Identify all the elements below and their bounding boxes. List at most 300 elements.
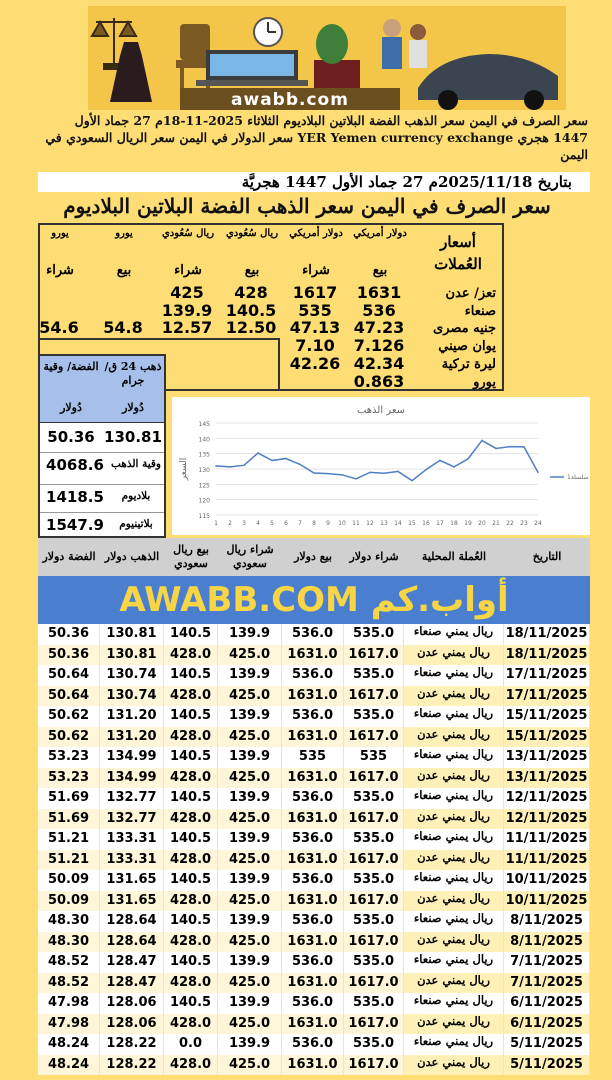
- table-cell: 425.0: [218, 686, 282, 707]
- table-cell: ريال يمني صنعاء: [404, 788, 504, 809]
- rates-col-op: بيع: [116, 263, 132, 278]
- chart-point: [313, 472, 315, 474]
- table-cell: 128.22: [100, 1034, 164, 1055]
- table-cell: 1617.0: [344, 850, 404, 871]
- table-cell: 130.74: [100, 665, 164, 686]
- table-cell: ريال يمني عدن: [404, 768, 504, 789]
- chart-point: [327, 473, 329, 475]
- table-cell: 425.0: [218, 850, 282, 871]
- table-row: [38, 727, 590, 748]
- rates-value: 47.13: [289, 318, 341, 337]
- table-cell: 5/11/2025: [504, 1034, 590, 1055]
- table-cell: 139.9: [218, 993, 282, 1014]
- table-cell: 130.74: [100, 686, 164, 707]
- table-cell: 1617.0: [344, 891, 404, 912]
- chart-xtick-label: 13: [380, 520, 388, 527]
- table-row: [38, 952, 590, 973]
- history-table-header: [38, 538, 590, 576]
- table-cell: 48.24: [38, 1055, 100, 1076]
- table-cell: 11/11/2025: [504, 850, 590, 871]
- table-cell: 133.31: [100, 829, 164, 850]
- table-cell: 139.9: [218, 911, 282, 932]
- table-cell: ريال يمني صنعاء: [404, 624, 504, 645]
- chart-ytick-label: 135: [198, 451, 210, 459]
- chart-ytick-label: 145: [198, 421, 210, 428]
- rates-row-label: يورو: [473, 375, 496, 390]
- rates-row-label: تعز/ عدن: [445, 286, 496, 301]
- table-cell: 51.69: [38, 809, 100, 830]
- table-cell: 53.23: [38, 768, 100, 789]
- table-cell: 140.5: [164, 911, 218, 932]
- table-cell: 50.64: [38, 686, 100, 707]
- table-cell: ريال يمني صنعاء: [404, 870, 504, 891]
- table-cell: ريال يمني عدن: [404, 932, 504, 953]
- table-cell: 1617.0: [344, 932, 404, 953]
- table-cell: 50.36: [38, 624, 100, 645]
- table-cell: 53.23: [38, 747, 100, 768]
- table-cell: 536.0: [282, 788, 344, 809]
- rates-col-op: شراء: [46, 263, 74, 278]
- table-cell: 48.52: [38, 952, 100, 973]
- table-cell: ريال يمني صنعاء: [404, 993, 504, 1014]
- divider: [40, 422, 164, 423]
- chart-point: [481, 440, 483, 442]
- chart-xtick-label: 5: [270, 520, 274, 527]
- rates-value: 140.5: [225, 301, 277, 320]
- table-cell: 0.0: [164, 1034, 218, 1055]
- table-cell: 139.9: [218, 665, 282, 686]
- table-cell: 536.0: [282, 911, 344, 932]
- rates-col-group: يورو: [51, 228, 69, 239]
- table-cell: ريال يمني صنعاء: [404, 829, 504, 850]
- table-header-cell: بيع دولار: [294, 550, 332, 563]
- rates-row-label: جنيه مصرى: [433, 321, 496, 336]
- chart-ytick-label: 125: [198, 482, 210, 490]
- table-header-cell: شراء ريال سعودي: [226, 543, 274, 570]
- chart-xtick-label: 2: [228, 520, 232, 527]
- table-cell: 6/11/2025: [504, 1014, 590, 1035]
- table-cell: 6/11/2025: [504, 993, 590, 1014]
- rates-value: 7.126: [353, 336, 405, 355]
- table-cell: 1617.0: [344, 973, 404, 994]
- chart-xtick-label: 18: [450, 520, 458, 527]
- table-cell: 10/11/2025: [504, 891, 590, 912]
- table-row: [38, 850, 590, 871]
- chart-point: [215, 465, 217, 467]
- table-cell: 536.0: [282, 952, 344, 973]
- chart-point: [341, 474, 343, 476]
- chart-point: [425, 469, 427, 471]
- chart-ylabel: السعر: [179, 457, 189, 481]
- table-cell: 1631.0: [282, 768, 344, 789]
- chart-point: [467, 458, 469, 460]
- rates-inner-border: [40, 338, 280, 340]
- rates-value: 428: [234, 283, 268, 302]
- table-cell: 140.5: [164, 788, 218, 809]
- table-cell: 50.09: [38, 891, 100, 912]
- table-cell: 12/11/2025: [504, 809, 590, 830]
- gold-price: 130.81: [104, 428, 162, 446]
- table-header-cell: شراء دولار: [349, 550, 399, 563]
- table-cell: 535.0: [344, 706, 404, 727]
- metal-divider: [40, 512, 164, 513]
- table-cell: 1631.0: [282, 809, 344, 830]
- table-cell: 425.0: [218, 727, 282, 748]
- table-cell: 10/11/2025: [504, 870, 590, 891]
- table-cell: 131.65: [100, 891, 164, 912]
- chart-ytick-label: 130: [198, 467, 210, 474]
- rates-value: 1631: [356, 283, 402, 302]
- box-icon: [314, 60, 360, 90]
- rates-col-group: يورو: [115, 228, 133, 239]
- table-row: [38, 1034, 590, 1055]
- metal-label: بلاديوم: [121, 490, 151, 502]
- table-row: [38, 973, 590, 994]
- chart-xtick-label: 21: [492, 520, 500, 527]
- metal-value: 1418.5: [46, 488, 104, 506]
- rates-value: 12.57: [161, 318, 213, 337]
- table-cell: 48.52: [38, 973, 100, 994]
- table-cell: 48.30: [38, 932, 100, 953]
- table-cell: 139.9: [218, 788, 282, 809]
- table-header-cell: الفضة دولار: [42, 550, 96, 563]
- table-cell: 1617.0: [344, 686, 404, 707]
- table-row: [38, 706, 590, 727]
- table-cell: ريال يمني صنعاء: [404, 952, 504, 973]
- gold-unit: دُولار: [122, 401, 144, 414]
- table-cell: ريال يمني عدن: [404, 1014, 504, 1035]
- table-cell: 50.62: [38, 727, 100, 748]
- table-cell: 1631.0: [282, 850, 344, 871]
- rates-row-label: يوان صيني: [438, 339, 496, 354]
- table-cell: 13/11/2025: [504, 747, 590, 768]
- rates-row-label: ليرة تركية: [441, 357, 496, 372]
- table-cell: 139.9: [218, 624, 282, 645]
- logo-text: awabb.com: [231, 90, 349, 110]
- chart-series-line: [216, 440, 538, 480]
- table-cell: 535.0: [344, 870, 404, 891]
- table-cell: 8/11/2025: [504, 932, 590, 953]
- table-cell: 425.0: [218, 809, 282, 830]
- chart-point: [439, 460, 441, 462]
- table-cell: ريال يمني صنعاء: [404, 1034, 504, 1055]
- chart-point: [453, 466, 455, 468]
- table-cell: 17/11/2025: [504, 665, 590, 686]
- table-cell: 134.99: [100, 768, 164, 789]
- table-cell: 17/11/2025: [504, 686, 590, 707]
- table-cell: ريال يمني عدن: [404, 973, 504, 994]
- rates-value: 139.9: [161, 301, 213, 320]
- table-cell: 425.0: [218, 973, 282, 994]
- chart-xtick-label: 9: [326, 520, 330, 527]
- chart-point: [537, 472, 539, 474]
- gold-header: ذهب 24 ق/جرام: [104, 360, 162, 387]
- table-cell: 131.20: [100, 706, 164, 727]
- table-cell: ريال يمني صنعاء: [404, 706, 504, 727]
- brand-strip: [38, 576, 590, 624]
- table-row: [38, 1055, 590, 1076]
- table-cell: 7/11/2025: [504, 952, 590, 973]
- chart-point: [397, 471, 399, 473]
- table-cell: 140.5: [164, 829, 218, 850]
- date-line: [38, 172, 590, 192]
- banner-image: [88, 6, 566, 110]
- rates-value: 47.23: [353, 318, 405, 337]
- table-cell: 535: [282, 747, 344, 768]
- table-cell: ريال يمني عدن: [404, 727, 504, 748]
- table-cell: ريال يمني عدن: [404, 1055, 504, 1076]
- chart-point: [243, 465, 245, 467]
- rates-header-title: أسعار العُملات: [434, 233, 482, 273]
- rates-col-op: بيع: [372, 263, 388, 278]
- table-cell: 428.0: [164, 891, 218, 912]
- chart-xtick-label: 14: [394, 520, 402, 527]
- brand-text: AWABB.COM أواب.كم: [119, 580, 509, 620]
- history-table: [38, 624, 590, 1080]
- rates-value: 7.10: [295, 336, 335, 355]
- table-cell: 128.22: [100, 1055, 164, 1076]
- table-cell: 139.9: [218, 870, 282, 891]
- table-cell: 48.30: [38, 911, 100, 932]
- table-cell: 134.99: [100, 747, 164, 768]
- rates-col-group: دولار أمريكي: [353, 228, 407, 239]
- metal-value: 1547.9: [46, 516, 104, 534]
- table-header-cell: بيع ريال سعودي: [173, 543, 209, 570]
- table-header-cell: الذهب دولار: [104, 550, 160, 563]
- table-cell: 15/11/2025: [504, 727, 590, 748]
- chart-xtick-label: 17: [436, 520, 444, 527]
- table-cell: 7/11/2025: [504, 973, 590, 994]
- rates-col-op: شراء: [302, 263, 330, 278]
- chart-point: [229, 466, 231, 468]
- table-cell: 535.0: [344, 911, 404, 932]
- table-cell: 140.5: [164, 952, 218, 973]
- chart-xtick-label: 11: [352, 520, 360, 527]
- chart-title: سعر الذهب: [356, 405, 406, 416]
- table-cell: 428.0: [164, 768, 218, 789]
- chart-ytick-label: 115: [198, 513, 210, 520]
- chart-point: [383, 472, 385, 474]
- rates-value: 0.863: [353, 372, 405, 391]
- metal-divider: [40, 484, 164, 485]
- rates-col-op: شراء: [174, 263, 202, 278]
- chart-xtick-label: 23: [520, 520, 528, 527]
- table-cell: 1617.0: [344, 1014, 404, 1035]
- table-cell: ريال يمني عدن: [404, 850, 504, 871]
- table-row: [38, 686, 590, 707]
- table-cell: 428.0: [164, 932, 218, 953]
- headline: سعر الصرف في اليمن سعر الذهب الفضة البلاتين البلاديوم الثلاثاء 2025-11-18م 27 جماد الأول 1447 هجري YER Yemen currency exchange سعر الدولار في اليمن سعر الريال السعودي في اليمن: [45, 113, 588, 162]
- table-cell: 535.0: [344, 665, 404, 686]
- table-cell: 139.9: [218, 706, 282, 727]
- table-cell: 1617.0: [344, 727, 404, 748]
- chart-point: [509, 446, 511, 448]
- table-cell: 12/11/2025: [504, 788, 590, 809]
- silver-price: 50.36: [47, 428, 95, 446]
- silver-unit: دُولار: [60, 401, 82, 414]
- chart-point: [257, 452, 259, 454]
- metals-box: [38, 354, 166, 538]
- table-cell: 535.0: [344, 829, 404, 850]
- table-cell: 535.0: [344, 952, 404, 973]
- chart-xtick-label: 4: [256, 520, 260, 527]
- chart-ytick-label: 140: [198, 436, 210, 444]
- table-cell: 140.5: [164, 624, 218, 645]
- table-cell: ريال يمني عدن: [404, 686, 504, 707]
- table-row: [38, 1014, 590, 1035]
- table-cell: 50.62: [38, 706, 100, 727]
- table-cell: 130.81: [100, 645, 164, 666]
- chart-point: [271, 460, 273, 462]
- table-cell: 536.0: [282, 1034, 344, 1055]
- table-cell: 428.0: [164, 686, 218, 707]
- table-cell: 428.0: [164, 1014, 218, 1035]
- gold-price-chart: [172, 397, 590, 535]
- chart-svg: [172, 397, 590, 535]
- chart-xtick-label: 16: [422, 520, 430, 527]
- rates-value: 54.6: [39, 318, 79, 337]
- chart-xtick-label: 20: [478, 520, 486, 527]
- table-cell: 47.98: [38, 1014, 100, 1035]
- table-cell: 140.5: [164, 747, 218, 768]
- table-cell: 1631.0: [282, 1014, 344, 1035]
- table-cell: 128.06: [100, 1014, 164, 1035]
- table-cell: 18/11/2025: [504, 624, 590, 645]
- table-cell: 428.0: [164, 727, 218, 748]
- table-cell: 15/11/2025: [504, 706, 590, 727]
- laptop-icon: [196, 50, 308, 86]
- table-cell: 425.0: [218, 1014, 282, 1035]
- table-cell: 428.0: [164, 1055, 218, 1076]
- metal-divider: [40, 452, 164, 453]
- table-cell: 535.0: [344, 624, 404, 645]
- table-cell: ريال يمني صنعاء: [404, 747, 504, 768]
- table-cell: 128.64: [100, 911, 164, 932]
- chart-point: [523, 446, 525, 448]
- date-text: بتاريخ 2025/11/18م 27 جماد الأول 1447 هجريَّة: [241, 173, 572, 191]
- rates-col-group: دولار أمريكي: [289, 228, 343, 239]
- table-cell: 1617.0: [344, 809, 404, 830]
- table-cell: 1631.0: [282, 727, 344, 748]
- table-row: [38, 645, 590, 666]
- table-cell: 536.0: [282, 870, 344, 891]
- chart-point: [355, 478, 357, 480]
- table-cell: 425.0: [218, 1055, 282, 1076]
- chart-xtick-label: 3: [242, 520, 246, 527]
- table-cell: 1631.0: [282, 973, 344, 994]
- metal-label: وقية الذهب: [110, 458, 162, 470]
- table-cell: 50.36: [38, 645, 100, 666]
- rates-value: 12.50: [225, 318, 277, 337]
- table-row: [38, 624, 590, 645]
- table-row: [38, 870, 590, 891]
- silver-header: الفضة/ وقية: [43, 360, 99, 373]
- rates-value: 425: [170, 283, 204, 302]
- table-cell: 48.24: [38, 1034, 100, 1055]
- table-cell: 11/11/2025: [504, 829, 590, 850]
- table-cell: 1617.0: [344, 645, 404, 666]
- table-row: [38, 768, 590, 789]
- table-cell: 13/11/2025: [504, 768, 590, 789]
- chart-xtick-label: 22: [506, 520, 514, 527]
- table-cell: 128.47: [100, 952, 164, 973]
- table-header-cell: العُملة المحلية: [421, 550, 487, 563]
- table-cell: 1631.0: [282, 891, 344, 912]
- rates-value: 54.8: [103, 318, 143, 337]
- chart-legend-label: سلسلة1: [567, 474, 589, 481]
- table-cell: 131.20: [100, 727, 164, 748]
- rates-value: 1617: [292, 283, 338, 302]
- table-cell: 425.0: [218, 932, 282, 953]
- table-cell: 425.0: [218, 891, 282, 912]
- metal-label: بلاتينيوم: [119, 518, 153, 530]
- metal-value: 4068.6: [46, 456, 104, 474]
- chart-point: [411, 480, 413, 482]
- table-cell: 128.47: [100, 973, 164, 994]
- table-row: [38, 747, 590, 768]
- main-title: سعر الصرف في اليمن سعر الذهب الفضة البلاتين البلاديوم: [63, 194, 551, 218]
- table-cell: 132.77: [100, 809, 164, 830]
- table-cell: 51.21: [38, 850, 100, 871]
- table-cell: ريال يمني عدن: [404, 809, 504, 830]
- rates-col-op: بيع: [244, 263, 260, 278]
- table-cell: 536.0: [282, 665, 344, 686]
- chart-ytick-label: 120: [198, 497, 210, 505]
- table-cell: 51.21: [38, 829, 100, 850]
- table-cell: 128.64: [100, 932, 164, 953]
- table-cell: 140.5: [164, 993, 218, 1014]
- table-cell: 1631.0: [282, 686, 344, 707]
- table-cell: 1617.0: [344, 768, 404, 789]
- table-cell: 535.0: [344, 993, 404, 1014]
- table-cell: 536.0: [282, 624, 344, 645]
- table-cell: 536.0: [282, 993, 344, 1014]
- table-row: [38, 829, 590, 850]
- table-cell: ريال يمني عدن: [404, 645, 504, 666]
- chart-point: [299, 464, 301, 466]
- table-cell: 425.0: [218, 768, 282, 789]
- table-cell: 131.65: [100, 870, 164, 891]
- chart-point: [285, 458, 287, 460]
- table-cell: 140.5: [164, 706, 218, 727]
- table-cell: 535: [344, 747, 404, 768]
- table-cell: 428.0: [164, 973, 218, 994]
- table-cell: 140.5: [164, 870, 218, 891]
- table-cell: 1631.0: [282, 1055, 344, 1076]
- chart-xtick-label: 10: [338, 520, 346, 527]
- rates-col-group: ريال سُعُودي: [225, 228, 279, 239]
- table-header-cell: التاريخ: [532, 550, 562, 563]
- table-cell: 425.0: [218, 645, 282, 666]
- table-row: [38, 809, 590, 830]
- chart-xtick-label: 6: [284, 520, 288, 527]
- chart-xtick-label: 15: [408, 520, 416, 527]
- rates-value: 535: [298, 301, 332, 320]
- table-cell: 139.9: [218, 829, 282, 850]
- table-cell: 130.81: [100, 624, 164, 645]
- table-cell: 1631.0: [282, 645, 344, 666]
- table-row: [38, 932, 590, 953]
- chart-xtick-label: 7: [298, 520, 302, 527]
- table-cell: ريال يمني عدن: [404, 891, 504, 912]
- rates-value: 536: [362, 301, 396, 320]
- table-cell: 428.0: [164, 850, 218, 871]
- table-cell: 8/11/2025: [504, 911, 590, 932]
- table-cell: 1631.0: [282, 932, 344, 953]
- table-cell: 139.9: [218, 952, 282, 973]
- table-cell: 47.98: [38, 993, 100, 1014]
- chart-xtick-label: 8: [312, 520, 316, 527]
